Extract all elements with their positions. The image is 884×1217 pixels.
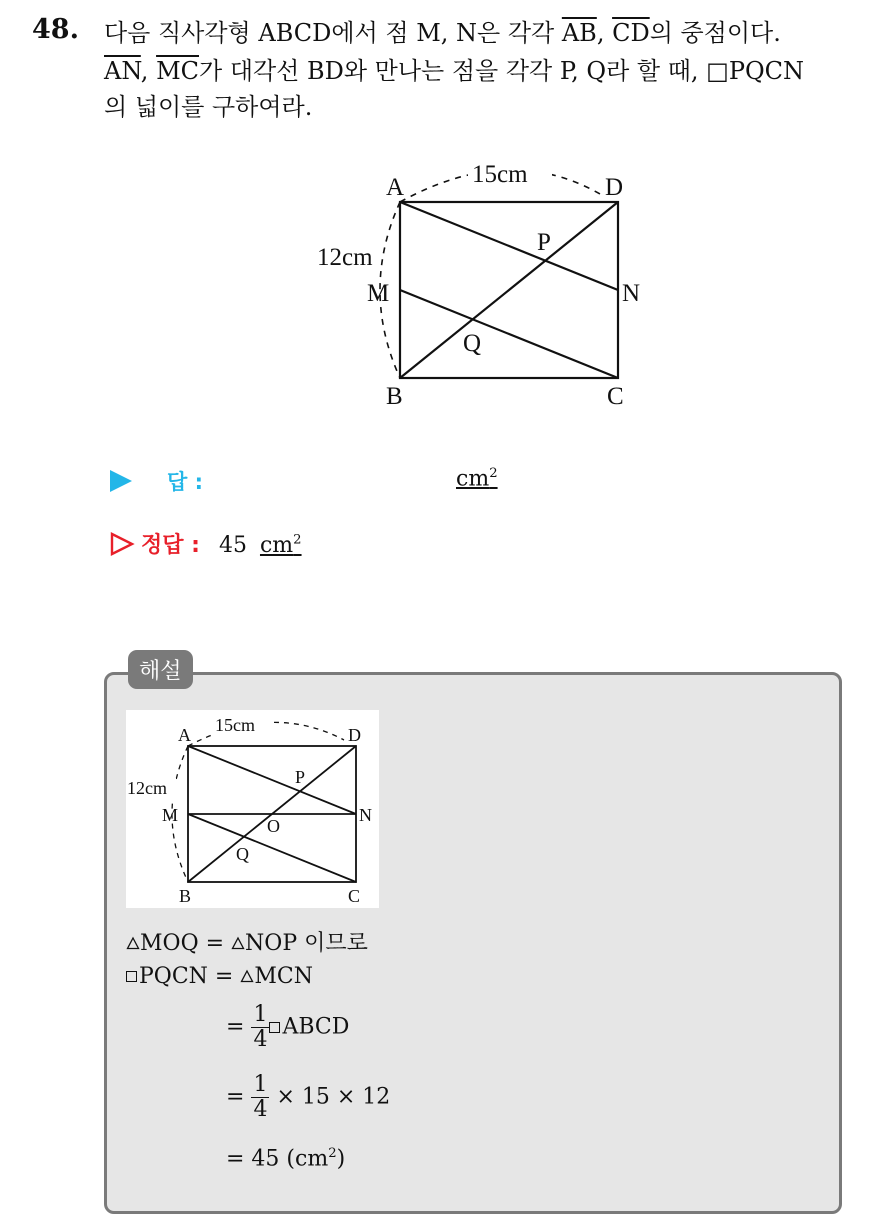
- segment-mc: $\overline{MC}$: [156, 57, 199, 85]
- label-q: Q: [463, 330, 482, 357]
- triangle-symbol-icon: [240, 969, 254, 983]
- solution-label-p: P: [295, 767, 306, 787]
- fraction-numerator: 1: [253, 1002, 268, 1027]
- answer-label: 답 :: [167, 470, 203, 494]
- correct-answer-label: 정답 :: [141, 533, 200, 558]
- segment-an-line: [400, 202, 618, 290]
- solution-side-length: 12cm: [127, 778, 167, 798]
- square-symbol-icon: [126, 971, 137, 982]
- solution-equals: =: [226, 1014, 245, 1040]
- diagonal-bd: [400, 202, 618, 378]
- solution-line-3: [226, 1003, 349, 1052]
- solution-label-b: B: [179, 886, 192, 906]
- question-line-1-post: 의 중점이다.: [649, 19, 781, 47]
- comma-2: ,: [140, 57, 157, 85]
- solution-line-5-exp: 2: [328, 1146, 337, 1161]
- answer-unit-exp: 2: [489, 466, 498, 481]
- label-b: B: [386, 383, 403, 410]
- correct-answer-unit-text: cm: [259, 533, 294, 558]
- question-number: 48.: [32, 14, 79, 45]
- segment-an: $\overline{AN}$: [104, 57, 141, 85]
- segment-ab: $\overline{AB}$: [561, 19, 597, 47]
- label-d: D: [605, 174, 624, 201]
- label-m: M: [367, 280, 390, 307]
- fraction-denominator: 4: [253, 1027, 268, 1053]
- question-line-1-pre: 다음 직사각형 ABCD에서 점 M, N은 각각: [104, 19, 562, 47]
- top-length-label: 15cm: [472, 161, 528, 188]
- solution-line-2-b: MCN: [254, 964, 313, 989]
- solution-label-n: N: [359, 805, 372, 825]
- solution-line-3-rest: ABCD: [282, 1014, 350, 1040]
- segment-cd: $\overline{CD}$: [612, 19, 650, 47]
- rectangle-figure: [300, 150, 641, 420]
- solution-line-5-close: ): [336, 1146, 346, 1172]
- outline-triangle-icon: [110, 532, 134, 556]
- solution-label-d: D: [348, 725, 361, 745]
- solution-line-2-a: PQCN =: [139, 964, 241, 989]
- play-triangle-icon: [110, 470, 132, 492]
- question-line-2-post: 가 대각선 BD와 만나는 점을 각각 P, Q라 할 때, □PQCN: [199, 57, 805, 85]
- label-a: A: [386, 174, 405, 201]
- triangle-symbol-icon: [126, 936, 140, 950]
- solution-line-5: [226, 1146, 345, 1171]
- answer-row: [110, 466, 498, 496]
- solution-figure-svg: [126, 710, 379, 908]
- solution-label-c: C: [348, 886, 361, 906]
- solution-label-o: O: [267, 816, 280, 836]
- solution-figure: [126, 710, 379, 908]
- solution-top-length: 15cm: [215, 715, 255, 735]
- solution-segment-an: [188, 746, 356, 814]
- triangle-symbol-icon: [231, 936, 245, 950]
- solution-fraction: [251, 1073, 269, 1122]
- correct-answer-unit-exp: 2: [293, 532, 302, 548]
- solution-tab: 해설: [128, 650, 193, 689]
- correct-answer-row: [110, 528, 302, 559]
- solution-line-1: [126, 926, 368, 957]
- solution-label-q: Q: [236, 844, 249, 864]
- solution-label-m: M: [162, 805, 179, 825]
- label-n: N: [622, 280, 641, 307]
- solution-fraction: [251, 1003, 269, 1052]
- square-symbol-icon: [269, 1022, 280, 1033]
- segment-mc-line: [400, 290, 618, 378]
- solution-line-1-b: NOP 이므로: [245, 931, 368, 956]
- solution-line-4-rest: × 15 × 12: [276, 1084, 391, 1110]
- question-line-3: 의 넓이를 구하여라.: [104, 93, 313, 121]
- question-line-1: [104, 18, 781, 48]
- solution-equals: =: [226, 1084, 245, 1110]
- side-length-label: 12cm: [317, 244, 373, 271]
- answer-unit-text: cm: [456, 466, 490, 492]
- correct-answer-value: 45: [218, 533, 247, 558]
- label-p: P: [537, 229, 551, 256]
- correct-answer-unit: [260, 533, 302, 558]
- solution-label-a: A: [178, 725, 191, 745]
- fraction-numerator: 1: [253, 1072, 268, 1097]
- label-c: C: [607, 383, 624, 410]
- answer-unit: [456, 466, 498, 491]
- solution-line-1-a: MOQ =: [140, 931, 232, 956]
- solution-line-4: [226, 1073, 390, 1122]
- comma: ,: [596, 19, 613, 47]
- solution-line-5-text: = 45 (cm: [226, 1146, 329, 1172]
- solution-line-2: [126, 964, 313, 989]
- fraction-denominator: 4: [253, 1097, 268, 1123]
- question-line-2: [104, 56, 804, 86]
